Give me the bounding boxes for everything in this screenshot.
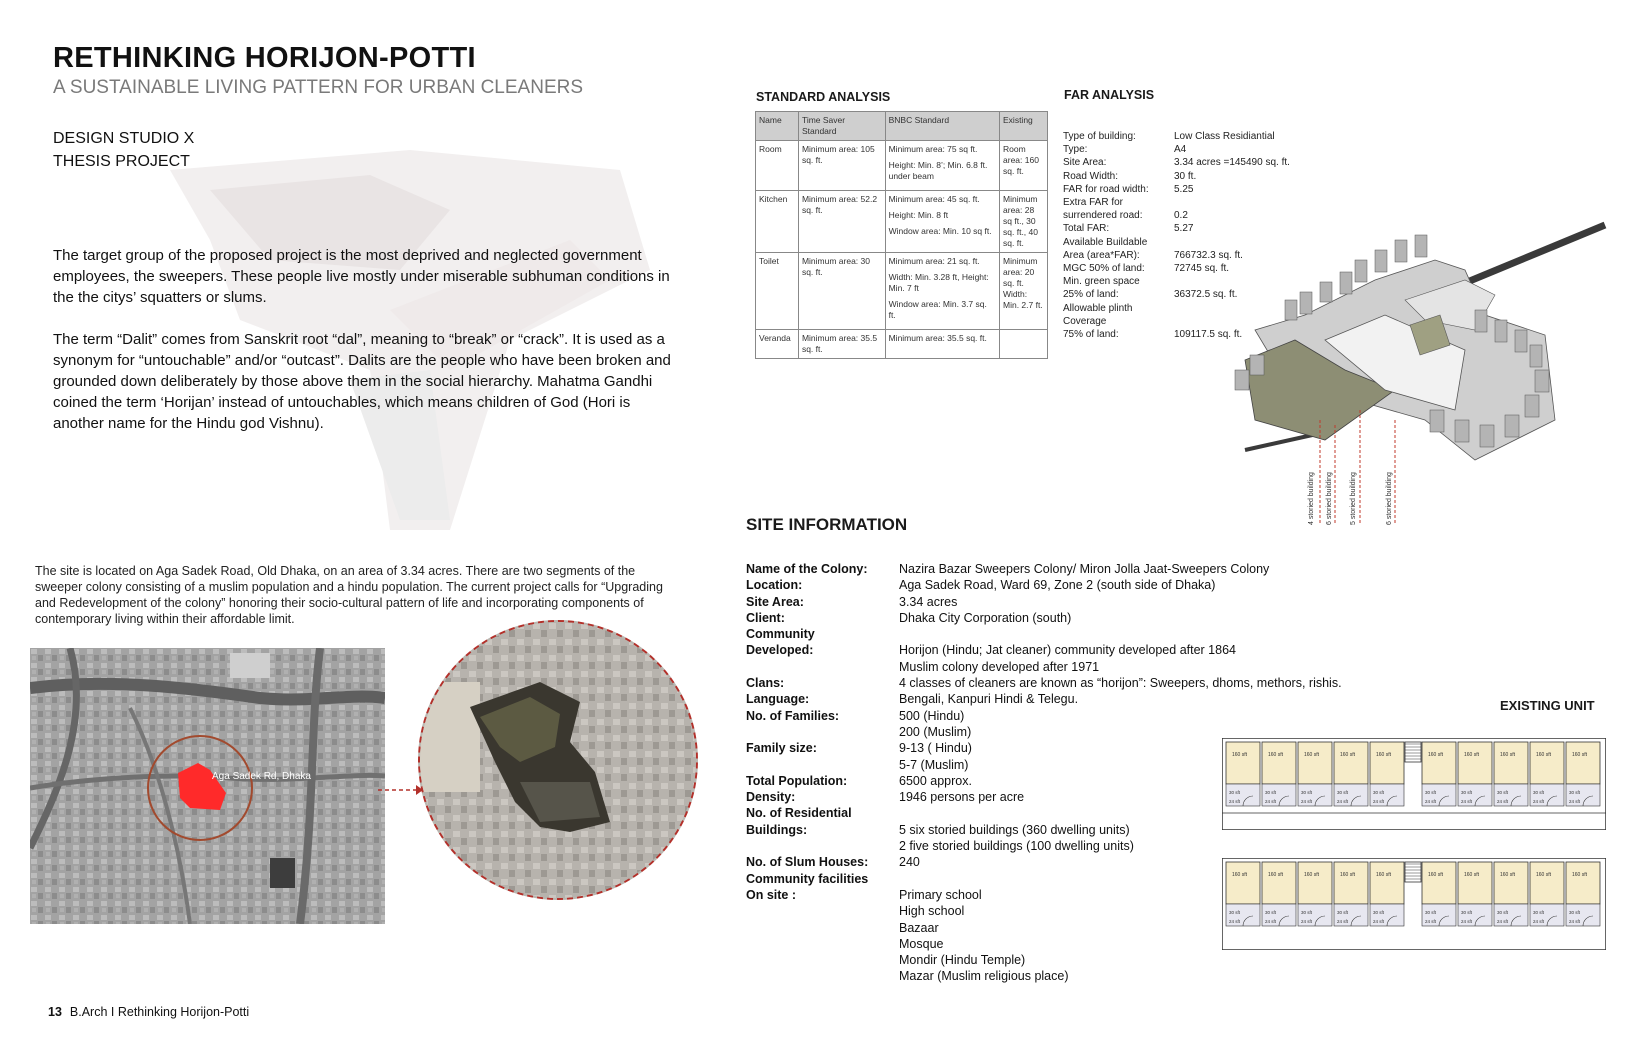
site-info-value: 4 classes of cleaners are known as “horijon”: Sweepers, dhoms, methors, rishis. xyxy=(899,676,1342,691)
table-cell: Kitchen xyxy=(756,191,799,253)
dwelling-unit xyxy=(1458,862,1492,926)
far-label: surrendered road: xyxy=(1063,210,1143,222)
site-description: The site is located on Aga Sadek Road, Old Dhaka, on an area of 3.34 acres. There are two segments of the sweeper colony consisting of a muslim population and a hindu population. The current project calls for “Upgrading and Redevelopment of the colony” honoring their socio-cultural pattern of life and incorporating components of contemporary living within their affordable limit. xyxy=(35,564,663,626)
far-label: Area (area*FAR): xyxy=(1063,249,1140,261)
dwelling-unit xyxy=(1262,742,1296,806)
cell-line: Width: Min. 3.28 ft, Height: Min. 7 ft xyxy=(888,272,989,293)
far-label: Type: xyxy=(1063,144,1088,156)
site-info-label xyxy=(746,838,899,854)
room-label: 160 sft xyxy=(1304,752,1320,758)
room-label: 30 sft xyxy=(1265,790,1277,795)
site-info-value: Primary school xyxy=(899,887,982,902)
dwelling-unit xyxy=(1370,742,1404,806)
site-info-value: 2 five storied buildings (100 dwelling units) xyxy=(899,839,1134,854)
cell-line: Window area: Min. 10 sq ft. xyxy=(888,226,992,236)
table-cell xyxy=(885,330,999,359)
site-info-value: 6500 approx. xyxy=(899,773,972,788)
site-info-row xyxy=(746,838,1379,854)
site-info-label: Site Area: xyxy=(746,594,804,609)
room-label: 160 sft xyxy=(1268,752,1284,758)
zoom-graphic xyxy=(420,622,696,898)
room-label: 160 sft xyxy=(1340,872,1356,878)
axo-label: 6 storied building xyxy=(1386,472,1393,525)
dwelling-unit xyxy=(1566,742,1600,806)
site-info-value: Nazira Bazar Sweepers Colony/ Miron Jolla Jaat-Sweepers Colony xyxy=(899,562,1270,576)
site-info-label xyxy=(746,936,899,952)
room-label: 30 sft xyxy=(1425,910,1437,915)
far-value: 109117.5 sq. ft. xyxy=(1174,329,1243,341)
studio-label xyxy=(53,127,194,173)
site-info-label: No. of Residential xyxy=(746,806,852,821)
dwelling-unit xyxy=(1334,862,1368,926)
table-header-cell: Name xyxy=(756,112,799,141)
room-label: 160 sft xyxy=(1536,752,1552,758)
cell-line: Window area: Min. 3.7 sq. ft. xyxy=(888,299,987,320)
site-info-label: Family size: xyxy=(746,741,817,756)
existing-unit-plan-1 xyxy=(1222,738,1606,830)
far-label: Available Buildable xyxy=(1063,236,1148,248)
dwelling-unit xyxy=(1370,862,1404,926)
site-info-value: Horijon (Hindu; Jat cleaner) community developed after 1864 xyxy=(899,643,1236,658)
table-row xyxy=(756,191,1048,253)
room-label: 160 sft xyxy=(1536,872,1552,878)
room-label: 30 sft xyxy=(1533,910,1545,915)
far-value: 766732.3 sq. ft. xyxy=(1174,249,1243,261)
table-header-cell: BNBC Standard xyxy=(885,112,999,141)
site-info-label xyxy=(746,659,899,675)
far-label: Type of building: xyxy=(1063,131,1136,142)
site-info-row xyxy=(746,968,1379,984)
site-info-row xyxy=(746,626,1379,642)
far-analysis-title: FAR ANALYSIS xyxy=(1064,88,1155,102)
far-value: 30 ft. xyxy=(1174,170,1197,182)
intro-paragraph-1: The target group of the proposed project is the most deprived and neglected government employees, the sweepers. These people live mostly under miserable subhuman conditions in the the citys’ squatters or slums. xyxy=(53,247,670,306)
site-info-value: Bengali, Kanpuri Hindi & Telegu. xyxy=(899,692,1079,707)
site-zoom-circle xyxy=(418,620,698,900)
table-row xyxy=(756,330,1048,359)
table-cell: Minimum area: 28 sq ft., 30 sq. ft., 40 sq. ft. xyxy=(1000,191,1048,253)
room-label: 30 sft xyxy=(1265,910,1277,915)
dwelling-unit xyxy=(1494,862,1528,926)
site-satellite-map xyxy=(30,648,385,924)
site-info-row xyxy=(746,642,1379,658)
studio-line: DESIGN STUDIO X xyxy=(53,130,195,147)
far-value: A4 xyxy=(1174,144,1187,156)
site-info-label xyxy=(746,952,899,968)
site-info-label: On site : xyxy=(746,887,797,902)
site-info-label xyxy=(746,968,899,984)
dwelling-unit xyxy=(1530,862,1564,926)
existing-unit-plan-2 xyxy=(1222,858,1606,950)
far-row xyxy=(1063,183,1324,196)
far-value: 3.34 acres =145490 sq. ft. xyxy=(1174,157,1290,169)
cell-line: Height: Min. 8’; Min. 6.8 ft. under beam xyxy=(888,160,988,181)
page-footer xyxy=(48,1005,249,1019)
site-info-label xyxy=(746,903,899,919)
dwelling-unit xyxy=(1422,862,1456,926)
room-label: 24 sft xyxy=(1461,799,1473,804)
room-label: 30 sft xyxy=(1497,910,1509,915)
room-label: 160 sft xyxy=(1500,752,1516,758)
table-cell: Veranda xyxy=(756,330,799,359)
dwelling-unit xyxy=(1226,742,1260,806)
table-row xyxy=(756,253,1048,330)
site-info-value: Bazaar xyxy=(899,920,939,935)
far-label: Total FAR: xyxy=(1063,223,1110,235)
axonometric-site-drawing xyxy=(1225,220,1620,550)
room-label: 24 sft xyxy=(1569,799,1581,804)
site-info-label xyxy=(746,920,899,936)
site-info-label: Client: xyxy=(746,610,785,625)
site-info-value: Muslim colony developed after 1971 xyxy=(899,659,1100,674)
footer-text: B.Arch I Rethinking Horijon-Potti xyxy=(69,1005,250,1019)
table-header-row xyxy=(756,112,1048,141)
table-cell: Minimum area: 35.5 sq. ft. xyxy=(798,330,885,359)
site-info-label: No. of Families: xyxy=(746,708,840,723)
standard-analysis-table xyxy=(755,111,1048,359)
room-label: 24 sft xyxy=(1265,799,1277,804)
room-label: 160 sft xyxy=(1464,752,1480,758)
room-label: 24 sft xyxy=(1373,919,1385,924)
site-info-value: High school xyxy=(899,904,965,919)
thesis-line: THESIS PROJECT xyxy=(53,153,190,170)
site-info-value: 5 six storied buildings (360 dwelling units) xyxy=(899,822,1130,837)
room-label: 24 sft xyxy=(1497,919,1509,924)
site-info-label: Clans: xyxy=(746,676,785,691)
page-number: 13 xyxy=(48,1005,62,1019)
room-label: 160 sft xyxy=(1572,752,1588,758)
page-subtitle: A SUSTAINABLE LIVING PATTERN FOR URBAN CLEANERS xyxy=(53,77,584,98)
table-cell: Minimum area: 105 sq. ft. xyxy=(798,141,885,191)
table-cell: Room area: 160 sq. ft. xyxy=(1000,141,1048,191)
site-info-label: Name of the Colony: xyxy=(746,562,868,576)
dwelling-unit xyxy=(1494,742,1528,806)
room-label: 30 sft xyxy=(1461,790,1473,795)
table-cell: Room xyxy=(756,141,799,191)
room-label: 30 sft xyxy=(1337,790,1349,795)
site-info-value: Dhaka City Corporation (south) xyxy=(899,610,1072,625)
dwelling-unit xyxy=(1262,862,1296,926)
far-row xyxy=(1063,143,1324,156)
room-label: 24 sft xyxy=(1229,799,1241,804)
room-label: 160 sft xyxy=(1268,872,1284,878)
site-info-value: 240 xyxy=(899,855,920,870)
room-label: 24 sft xyxy=(1337,919,1349,924)
room-label: 24 sft xyxy=(1425,799,1437,804)
far-label: Site Area: xyxy=(1063,157,1107,169)
site-info-value: 200 (Muslim) xyxy=(899,724,972,739)
dwelling-unit xyxy=(1226,862,1260,926)
far-label: FAR for road width: xyxy=(1063,183,1149,195)
room-label: 160 sft xyxy=(1572,872,1588,878)
site-info-value: Mondir (Hindu Temple) xyxy=(899,953,1026,968)
table-row xyxy=(756,141,1048,191)
far-row xyxy=(1063,130,1324,143)
room-label: 30 sft xyxy=(1337,910,1349,915)
cell-line: Height: Min. 8 ft xyxy=(888,210,949,220)
site-information-title: SITE INFORMATION xyxy=(746,515,908,534)
dwelling-unit xyxy=(1298,742,1332,806)
table-header-cell: Existing xyxy=(1000,112,1048,141)
room-label: 30 sft xyxy=(1301,790,1313,795)
room-label: 30 sft xyxy=(1229,790,1241,795)
far-label: Min. green space xyxy=(1063,276,1140,288)
far-value: 5.27 xyxy=(1174,223,1194,235)
room-label: 30 sft xyxy=(1229,910,1241,915)
site-info-value: 1946 persons per acre xyxy=(899,790,1025,805)
site-info-label: Buildings: xyxy=(746,822,808,837)
site-info-row xyxy=(746,561,1379,577)
site-info-label: Community xyxy=(746,627,815,642)
site-info-label xyxy=(746,757,899,773)
far-row xyxy=(1063,196,1324,209)
far-label: Allowable plinth xyxy=(1063,302,1133,314)
room-label: 160 sft xyxy=(1304,872,1320,878)
site-info-value: Mosque xyxy=(899,936,944,951)
room-label: 160 sft xyxy=(1428,752,1444,758)
map-road-label: Aga Sadek Rd, Dhaka xyxy=(212,771,311,782)
axo-label: 6 storied building xyxy=(1326,472,1333,525)
table-header-cell: Time Saver Standard xyxy=(798,112,885,141)
standard-analysis-title: STANDARD ANALYSIS xyxy=(756,90,891,104)
site-info-label: Location: xyxy=(746,578,803,593)
table-cell xyxy=(885,141,999,191)
site-info-value: Mazar (Muslim religious place) xyxy=(899,969,1069,984)
room-label: 24 sft xyxy=(1301,799,1313,804)
dwelling-unit xyxy=(1530,742,1564,806)
room-label: 30 sft xyxy=(1373,790,1385,795)
room-label: 30 sft xyxy=(1301,910,1313,915)
site-info-label: Community facilities xyxy=(746,871,869,886)
site-info-label: No. of Slum Houses: xyxy=(746,855,869,870)
page-title: RETHINKING HORIJON-POTTI xyxy=(53,42,476,74)
room-label: 30 sft xyxy=(1569,910,1581,915)
site-info-value: Aga Sadek Road, Ward 69, Zone 2 (south side of Dhaka) xyxy=(899,578,1216,593)
far-label: MGC 50% of land: xyxy=(1063,263,1145,275)
table-cell xyxy=(885,191,999,253)
dwelling-unit xyxy=(1458,742,1492,806)
site-info-row xyxy=(746,594,1379,610)
far-value: 36372.5 sq. ft. xyxy=(1174,289,1238,301)
site-info-value: 9-13 ( Hindu) xyxy=(899,741,972,756)
far-value: 5.25 xyxy=(1174,183,1194,195)
room-label: 24 sft xyxy=(1373,799,1385,804)
site-info-value xyxy=(899,626,1379,642)
room-label: 160 sft xyxy=(1376,752,1392,758)
cell-line: Minimum area: 21 sq. ft. xyxy=(888,256,980,266)
far-row xyxy=(1063,156,1324,169)
site-info-label: Language: xyxy=(746,692,810,707)
room-label: 160 sft xyxy=(1464,872,1480,878)
site-info-label xyxy=(746,724,899,740)
table-cell: Toilet xyxy=(756,253,799,330)
axo-label: 5 storied building xyxy=(1350,472,1357,525)
intro-paragraph-2: The term “Dalit” comes from Sanskrit root “dal”, meaning to “break” or “crack”. It is used as a synonym for “untouchable” and/or “outcast”. Dalits are the people who have been broken and grounded down deliberately by those above them in the social hierarchy. Mahatma Gandhi coined the term ‘Horijan’ instead of untouchables, which means children of God (Hori is another name for the Hindu god Vishnu). xyxy=(53,331,671,432)
table-cell xyxy=(1000,330,1048,359)
site-info-value: 3.34 acres xyxy=(899,594,958,609)
room-label: 24 sft xyxy=(1533,799,1545,804)
room-label: 160 sft xyxy=(1376,872,1392,878)
site-info-row xyxy=(746,675,1379,691)
far-label: 25% of land: xyxy=(1063,289,1119,301)
room-label: 160 sft xyxy=(1500,872,1516,878)
dwelling-unit xyxy=(1566,862,1600,926)
map-graphic xyxy=(30,648,385,924)
cell-line: Minimum area: 35.5 sq. ft. xyxy=(888,333,987,343)
room-label: 30 sft xyxy=(1533,790,1545,795)
site-info-row xyxy=(746,659,1379,675)
room-label: 30 sft xyxy=(1569,790,1581,795)
room-label: 24 sft xyxy=(1569,919,1581,924)
room-label: 24 sft xyxy=(1425,919,1437,924)
room-label: 160 sft xyxy=(1232,752,1248,758)
dwelling-unit xyxy=(1298,862,1332,926)
site-info-label: Total Population: xyxy=(746,773,848,788)
far-label: 75% of land: xyxy=(1063,329,1119,341)
room-label: 24 sft xyxy=(1497,799,1509,804)
site-info-row xyxy=(746,577,1379,593)
far-value: 72745 sq. ft. xyxy=(1174,263,1230,275)
far-value: 0.2 xyxy=(1174,210,1188,222)
site-info-value: 500 (Hindu) xyxy=(899,708,965,723)
site-info-label: Developed: xyxy=(746,643,814,658)
map-connector-arrow xyxy=(378,780,423,800)
axo-label: 4 storied building xyxy=(1308,472,1315,525)
room-label: 24 sft xyxy=(1533,919,1545,924)
site-info-row xyxy=(746,610,1379,626)
room-label: 160 sft xyxy=(1232,872,1248,878)
room-label: 30 sft xyxy=(1373,910,1385,915)
room-label: 30 sft xyxy=(1425,790,1437,795)
site-info-label: Density: xyxy=(746,790,796,805)
site-info-row xyxy=(746,952,1379,968)
far-label: Extra FAR for xyxy=(1063,197,1124,209)
room-label: 24 sft xyxy=(1301,919,1313,924)
dwelling-unit xyxy=(1334,742,1368,806)
far-value: Low Class Residiantial xyxy=(1174,131,1275,142)
far-value xyxy=(1174,196,1324,209)
site-info-row xyxy=(746,708,1379,724)
room-label: 160 sft xyxy=(1428,872,1444,878)
room-label: 30 sft xyxy=(1497,790,1509,795)
room-label: 24 sft xyxy=(1229,919,1241,924)
cell-line: Minimum area: 75 sq ft. xyxy=(888,144,978,154)
room-label: 24 sft xyxy=(1461,919,1473,924)
room-label: 24 sft xyxy=(1265,919,1277,924)
cell-line: Minimum area: 45 sq. ft. xyxy=(888,194,980,204)
room-label: 24 sft xyxy=(1337,799,1349,804)
far-label: Road Width: xyxy=(1063,170,1119,182)
site-info-value: 5-7 (Muslim) xyxy=(899,757,969,772)
table-cell: Minimum area: 30 sq. ft. xyxy=(798,253,885,330)
room-label: 160 sft xyxy=(1340,752,1356,758)
room-label: 30 sft xyxy=(1461,910,1473,915)
far-label: Coverage xyxy=(1063,315,1107,327)
dwelling-unit xyxy=(1422,742,1456,806)
far-row xyxy=(1063,170,1324,183)
existing-unit-title: EXISTING UNIT xyxy=(1500,698,1595,713)
table-cell xyxy=(885,253,999,330)
table-cell: Minimum area: 52.2 sq. ft. xyxy=(798,191,885,253)
table-cell: Minimum area: 20 sq. ft. Width: Min. 2.7 ft. xyxy=(1000,253,1048,330)
site-info-row xyxy=(746,691,1379,707)
